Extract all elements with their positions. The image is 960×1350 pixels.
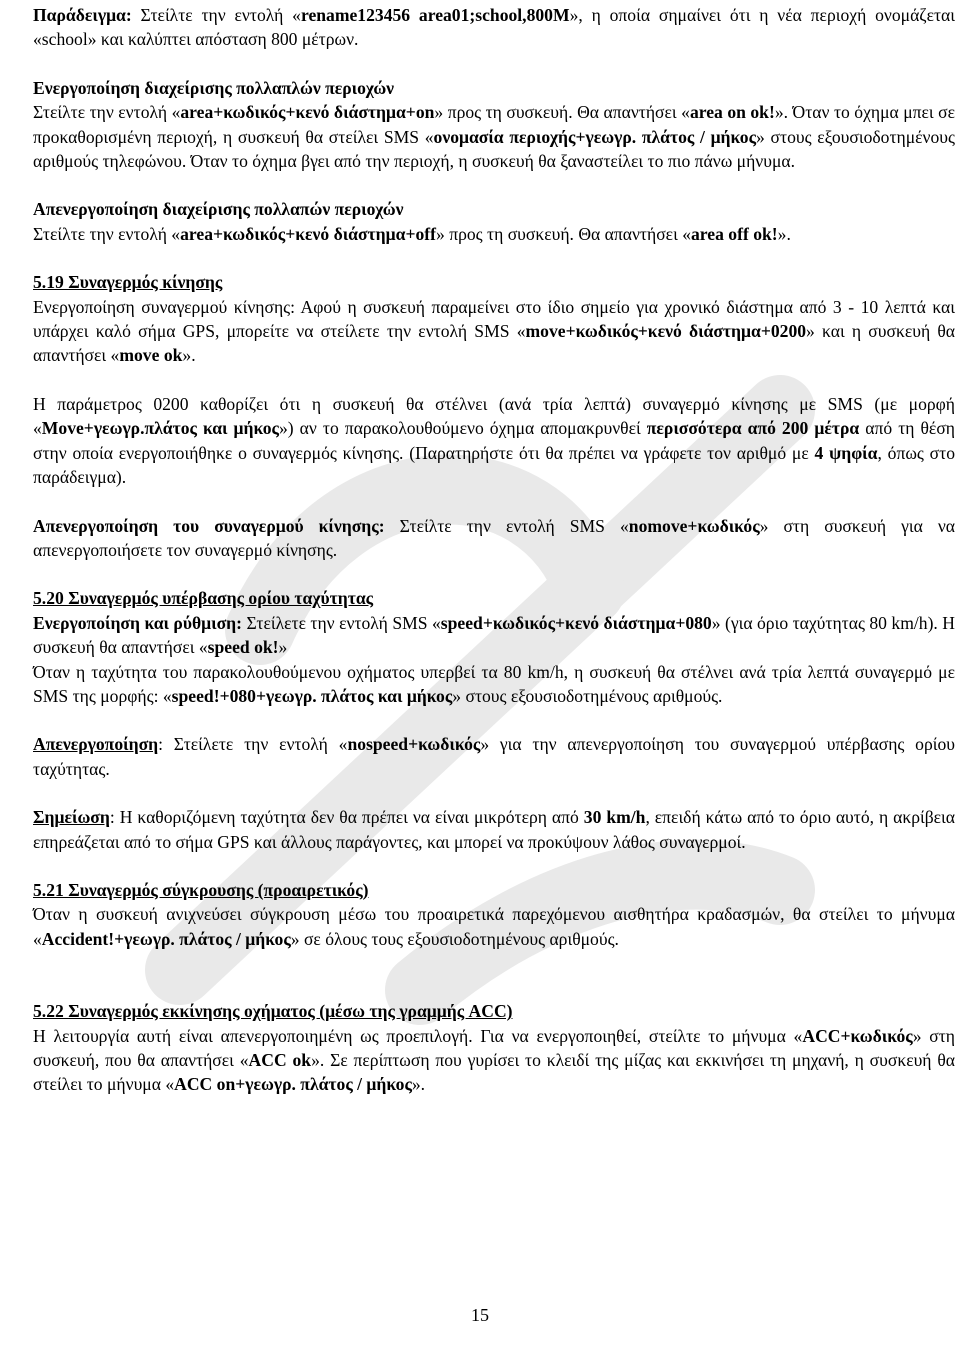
section-5-20-note: Σημείωση: Η καθοριζόμενη ταχύτητα δεν θα πρέπει να είναι μικρότερη από 30 km/h, επειδή κάτω από το όριο αυτό, η ακρίβεια επηρεάζεται από το σήμα GPS και άλλους παράγοντες, και μπορεί να προκύψουν λάθος συναγερμοί. [33,807,955,852]
section-5-20-heading: 5.20 Συναγερμός υπέρβασης ορίου ταχύτητας [33,588,374,609]
command: area+κωδικός+κενό διάστημα+on [180,102,435,123]
document-body [33,3,955,1097]
section-5-19-paragraph-1: Ενεργοποίηση συναγερμού κίνησης: Αφού η συσκευή παραμείνει στο ίδιο σημείο για χρονικό διάστημα από 3 - 10 λεπτά και υπάρχει καλό σήμα GPS, μπορείτε να στείλετε την εντολή SMS «move+κωδικός+κενό διάστημα+0200» και η συσκευή θα απαντήσει «move ok». [33,296,955,366]
reply: area off ok! [691,223,778,244]
section-5-19-paragraph-2: Η παράμετρος 0200 καθορίζει ότι η συσκευή θα στέλνει (ανά τρία λεπτά) συναγερμό κίνησης με SMS (με μορφή «Move+γεωγρ.πλάτος και μήκος») αν το παρακολουθούμενο όχημα απομακρυνθεί περισσότερα από 200 μέτρα από τη θέση στην οποία ενεργοποιήθηκε ο συναγερμός κίνησης. (Παρατηρήστε ότι θα πρέπει να γράφετε τον αριθμό με 4 ψηφία, όπως στο παράδειγμα). [33,393,956,488]
reply: area on ok! [689,102,775,123]
section-5-19-heading: 5.19 Συναγερμός κίνησης [33,272,223,293]
section-5-19-paragraph-3: Απενεργοποίηση του συναγερμού κίνησης: Στείλτε την εντολή SMS «nomove+κωδικός» στη συσκευή για να απενεργοποιήσετε τον συναγερμό κίνησης. [33,515,955,560]
example-command: rename123456 area01;school,800M [300,5,570,25]
multi-zone-off-paragraph: Στείλτε την εντολή «area+κωδικός+κενό διάστημα+off» προς τη συσκευή. Θα απαντήσει «area off ok!». [33,223,791,244]
multi-zone-off-heading: Απενεργοποίηση διαχείρισης πολλαπών περιοχών [33,199,404,220]
multi-zone-on-paragraph: Στείλτε την εντολή «area+κωδικός+κενό διάστημα+on» προς τη συσκευή. Θα απαντήσει «area on ok!». Όταν το όχημα μπει σε προκαθορισμένη περιοχή, η συσκευή θα στείλει SMS «ονομασία περιοχής+γεωγρ. πλάτος / μήκος» στους εξουσιοδοτημένους αριθμούς τηλεφώνου. Όταν το όχημα βγει από την περιοχή, η συσκευή θα ξαναστείλει το πιο πάνω μήνυμα. [33,102,956,172]
example-paragraph: Παράδειγμα: Στείλτε την εντολή «rename123456 area01;school,800M», η οποία σημαίνει ότι η νέα περιοχή ονομάζεται «school» και καλύπτει απόσταση 800 μέτρων. [33,5,955,50]
section-5-22-paragraph: Η λειτουργία αυτή είναι απενεργοποιημένη ως προεπιλογή. Για να ενεργοποιηθεί, στείλτε το μήνυμα «ACC+κωδικός» στη συσκευή, που θα απαντήσει «ACC ok». Σε περίπτωση που γυρίσει το κλειδί της μίζας και εκκινήσει τη μηχανή, η συσκευή θα στείλει το μήνυμα «ACC on+γεωγρ. πλάτος / μήκος». [33,1025,955,1095]
command: area+κωδικός+κενό διάστημα+off [180,223,436,244]
section-5-21-paragraph: Όταν η συσκευή ανιχνεύσει σύγκρουση μέσω του προαιρετικά παρεχόμενου αισθητήρα κραδασμών, θα στείλει το μήνυμα «Accident!+γεωγρ. πλάτος / μήκος» σε όλους τους εξουσιοδοτημένους αριθμούς. [33,904,955,949]
section-5-20-paragraph-1: Ενεργοποίηση και ρύθμιση: Στείλετε την εντολή SMS «speed+κωδικός+κενό διάστημα+080» (για όριο ταχύτητας 80 km/h). Η συσκευή θα απαντήσει «speed ok!» [33,612,955,658]
sms-format: ονομασία περιοχής+γεωγρ. πλάτος / μήκος [433,126,757,147]
section-5-21-heading: 5.21 Συναγερμός σύγκρουσης (προαιρετικός) [33,879,369,900]
example-label: Παράδειγμα: [33,5,132,25]
section-5-22-heading: 5.22 Συναγερμός εκκίνησης οχήματος (μέσω της γραμμής ACC) [33,1001,513,1022]
section-5-20-paragraph-2: Όταν η ταχύτητα του παρακολουθούμενου οχήματος υπερβεί τα 80 km/h, η συσκευή θα στέλνει ανά τρία λεπτά συναγερμό με SMS της μορφής: «speed!+080+γεωγρ. πλάτος και μήκος» στους εξουσιοδοτημένους αριθμούς. [33,661,955,706]
page-number: 15 [471,1305,489,1325]
section-5-20-paragraph-3: Απενεργοποίηση: Στείλετε την εντολή «nospeed+κωδικός» για την απενεργοποίηση του συναγερμού υπέρβασης ορίου ταχύτητας. [33,734,955,779]
multi-zone-on-heading: Ενεργοποίηση διαχείρισης πολλαπλών περιοχών [33,77,395,98]
